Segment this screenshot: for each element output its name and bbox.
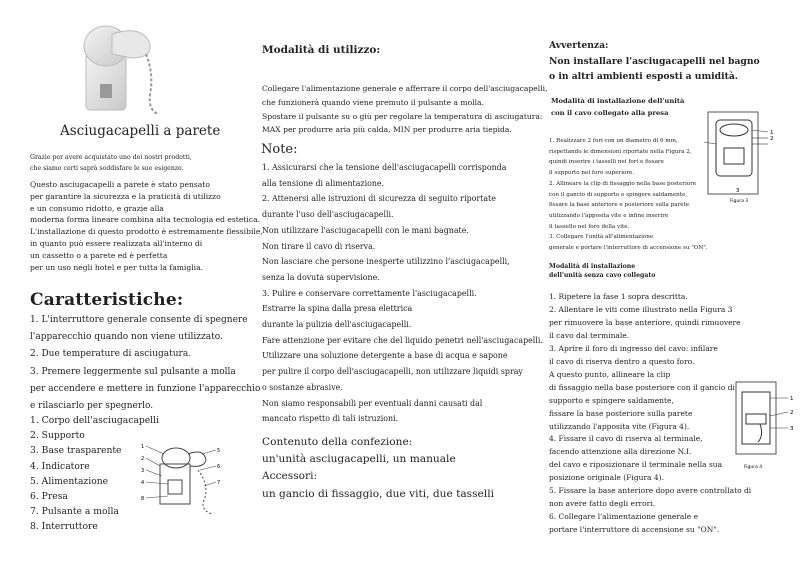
callout-8: 8 xyxy=(141,496,145,502)
features-heading: Caratteristiche: xyxy=(30,290,184,310)
parts-list: 1. Corpo dell'asciugacapelli 2. Supporto 3. Base trasparente 4. Indicatore 5. Alimentazione 6. Presa 7. Pulsante a molla 8. Interruttore xyxy=(30,415,160,533)
fig3-callout-3: 3 xyxy=(736,188,740,194)
notes-heading: Note: xyxy=(261,142,298,157)
greeting-text: Grazie per avere acquistato uno dei nostri prodotti, che siamo certi saprà soddisfare le sue esigenze. xyxy=(30,154,192,172)
intro-paragraph: Questo asciugacapelli a parete è stato pensato per garantire la sicurezza e la praticità di utilizzo e un consumo ridotto, e grazie alla moderna forma lineare combina alta tecnologia ed estetica. L'installazione di questo prodotto è estremamente flessibile, in quanto può essere realizzata all'interno di un cassetto o a parete ed è perfetta per un uso negli hotel e per tutta la famiglia. xyxy=(30,180,263,272)
callout-1: 1 xyxy=(141,444,145,450)
fig3-caption: Figura 3 xyxy=(730,199,749,204)
callout-7: 7 xyxy=(217,480,221,486)
callout-3: 3 xyxy=(141,468,145,474)
product-title: Asciugacapelli a parete xyxy=(60,123,221,139)
fig3-callout-2: 2 xyxy=(770,136,774,142)
warning-block: Avvertenza: Non installare l'asciugacapelli nel bagno o in altri ambienti esposti a umidità. xyxy=(549,40,760,83)
callout-2: 2 xyxy=(141,456,145,462)
callout-4: 4 xyxy=(141,480,145,486)
features-list: 1. L'interruttore generale consente di spegnere l'apparecchio quando non viene utilizzato. 2. Due temperature di asciugatura. 3. Premere leggermente sul pulsante a molla per accendere e mettere in funzione l'apparecchio e rilasciarlo per spegnerlo. xyxy=(30,315,261,412)
hairdryer-photo xyxy=(72,14,182,122)
parts-diagram xyxy=(140,440,222,520)
figure-4 xyxy=(730,378,800,472)
install2-steps: 1. Ripetere la fase 1 sopra descritta. 2. Allentare le viti come illustrato nella Figura 3 per rimuovere la base anteriore, quindi rimuovere il cavo dal terminale. 3. Aprire il foro di ingresso del cavo: infilare il cavo di riserva dentro a questo foro. A questo punto, allineare la clip di fissaggio nella base posteriore con il gancio di supporto e spingere saldamente, fissare la base posteriore sulla parete utilizzando l'apposita vite (Figura 4). 4. Fissare il cavo di riserva al terminale, facendo attenzione alla direzione N.I. del cavo e riposizionare il terminale nella sua posizione originale (Figura 4). 5. Fissare la base anteriore dopo avere controllato di non avere fatto degli errori. 6. Collegare l'alimentazione generale e portare l'interruttore di accensione su "ON". xyxy=(549,292,752,535)
figure-3 xyxy=(700,108,792,206)
install1-steps: 1. Realizzare 2 fori con un diametro di 6 mm, rispettando le dimensioni riportate nella Figura 2, quindi inserire i tasselli nei fori e fissare il supporto nel foro superiore. 2. Allineare la clip di fissaggio nella base posteriore con il gancio di supporto e spingere saldamente, fissare la base anteriore e posteriore sulla parete utilizzando l'apposita vite e infine inserire il tassello nel foro della vite. 3. Collegare l'unità all'alimentazione generale e portare l'interruttore di accensione su "ON". xyxy=(549,138,708,252)
fig3-callout-1: 1 xyxy=(770,130,774,136)
usage-heading: Modalità di utilizzo: xyxy=(262,44,381,56)
usage-paragraph: Collegare l'alimentazione generale e afferrare il corpo dell'asciugacapelli, che funzionerà quando viene premuto il pulsante a molla. Spostare il pulsante su o giù per regolare la temperatura di asciugatura: MAX per produrre aria più calda, MIN per produrre aria tiepida. xyxy=(262,84,548,135)
fig4-caption: Figura 4 xyxy=(744,465,763,470)
fig4-callout-3: 3 xyxy=(790,426,794,432)
callout-6: 6 xyxy=(217,464,221,470)
callout-5: 5 xyxy=(217,448,221,454)
install1-heading: Modalità di installazione dell'unità con il cavo collegato alla presa xyxy=(551,97,685,117)
package-contents: Contenuto della confezione: un'unità asciugacapelli, un manuale Accessori: un gancio di fissaggio, due viti, due tasselli xyxy=(262,436,494,500)
fig4-callout-2: 2 xyxy=(790,410,794,416)
fig4-callout-1: 1 xyxy=(790,396,794,402)
install2-heading: Modalità di installazione dell'unità senza cavo collegato xyxy=(549,263,656,280)
notes-list: 1. Assicurarsi che la tensione dell'asciugacapelli corrisponda alla tensione di alimentazione. 2. Attenersi alle istruzioni di sicurezza di seguito riportate durante l'uso dell'asciugacapelli. Non utilizzare l'asciugacapelli con le mani bagnate. Non tirare il cavo di riserva. Non lasciare che persone inesperte utilizzino l'asciugacapelli, senza la dovuta supervisione. 3. Pulire e conservare correttamente l'asciugacapelli. Estrarre la spina dalla presa elettrica durante la pulizia dell'asciugacapelli. Fare attenzione per evitare che del liquido penetri nell'asciugacapelli. Utilizzare una soluzione detergente a base di acqua e sapone per pulire il corpo dell'asciugacapelli, non utilizzare liquidi spray o sostanze abrasive. Non siamo responsabili per eventuali danni causati dal mancato rispetto di tali istruzioni. xyxy=(262,163,543,424)
